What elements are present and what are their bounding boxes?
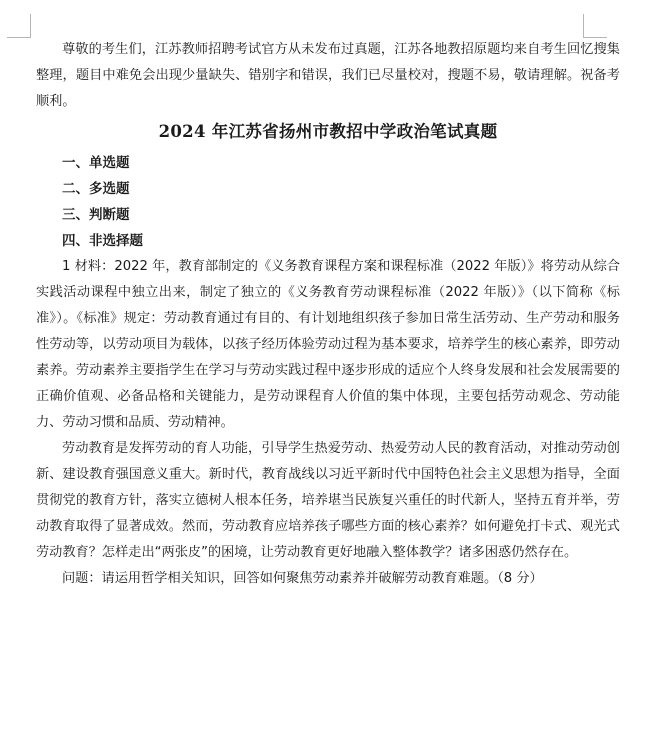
- page-title: 2024 年江苏省扬州市教招中学政治笔试真题: [158, 122, 498, 141]
- crop-mark-top-right: [583, 14, 607, 38]
- section-heading-multiple-choice: 二、多选题: [62, 181, 130, 197]
- section-heading-non-choice: 四、非选择题: [62, 233, 143, 249]
- material-paragraph: 劳动教育是发挥劳动的育人功能，引导学生热爱劳动、热爱劳动人民的教育活动，对推动劳动创新、建设教育强国意义重大。新时代，教育战线以习近平新时代中国特色社会主义思想为指导，全面贯彻党的教育方针，落实立德树人根本任务，培养堪当民族复兴重任的时代新人，坚持五育并举，劳动教育取得了显著成效。然而，劳动教育应培养孩子哪些方面的核心素养？如何避免打卡式、观光式劳动教育？怎样走出“两张皮”的困境，让劳动教育更好地融入整体教学？诸多困惑仍然存在。: [36, 441, 620, 560]
- document-body: [36, 37, 620, 592]
- section-heading-single-choice: 一、单选题: [62, 155, 130, 171]
- section-heading-true-false: 三、判断题: [62, 207, 130, 223]
- intro-notice: 尊敬的考生们，江苏教师招聘考试官方从未发布过真题，江苏各地教招原题均来自考生回忆搜集整理，题目中难免会出现少量缺失、错别字和错误，我们已尽量校对，搜题不易，敬请理解。祝备考顺利。: [36, 42, 620, 109]
- crop-mark-top-left: [7, 14, 31, 38]
- question-text: 问题：请运用哲学相关知识，回答如何聚焦劳动素养并破解劳动教育难题。（8 分）: [62, 571, 543, 586]
- material-paragraph: 1 材料：2022 年，教育部制定的《义务教育课程方案和课程标准（2022 年版）》将劳动从综合实践活动课程中独立出来，制定了独立的《义务教育劳动课程标准（2022 年版）》（以下简称《标准》）。《标准》规定：劳动教育通过有目的、有计划地组织孩子参加日常生活劳动、生产劳动和服务性劳动等，以劳动项目为载体，以孩子经历体验劳动过程为基本要求，培养学生的核心素养，即劳动素养。劳动素养主要指学生在学习与劳动实践过程中逐步形成的适应个人终身发展和社会发展需要的正确价值观、必备品格和关键能力，是劳动课程育人价值的集中体现，主要包括劳动观念、劳动能力、劳动习惯和品质、劳动精神。: [36, 259, 620, 430]
